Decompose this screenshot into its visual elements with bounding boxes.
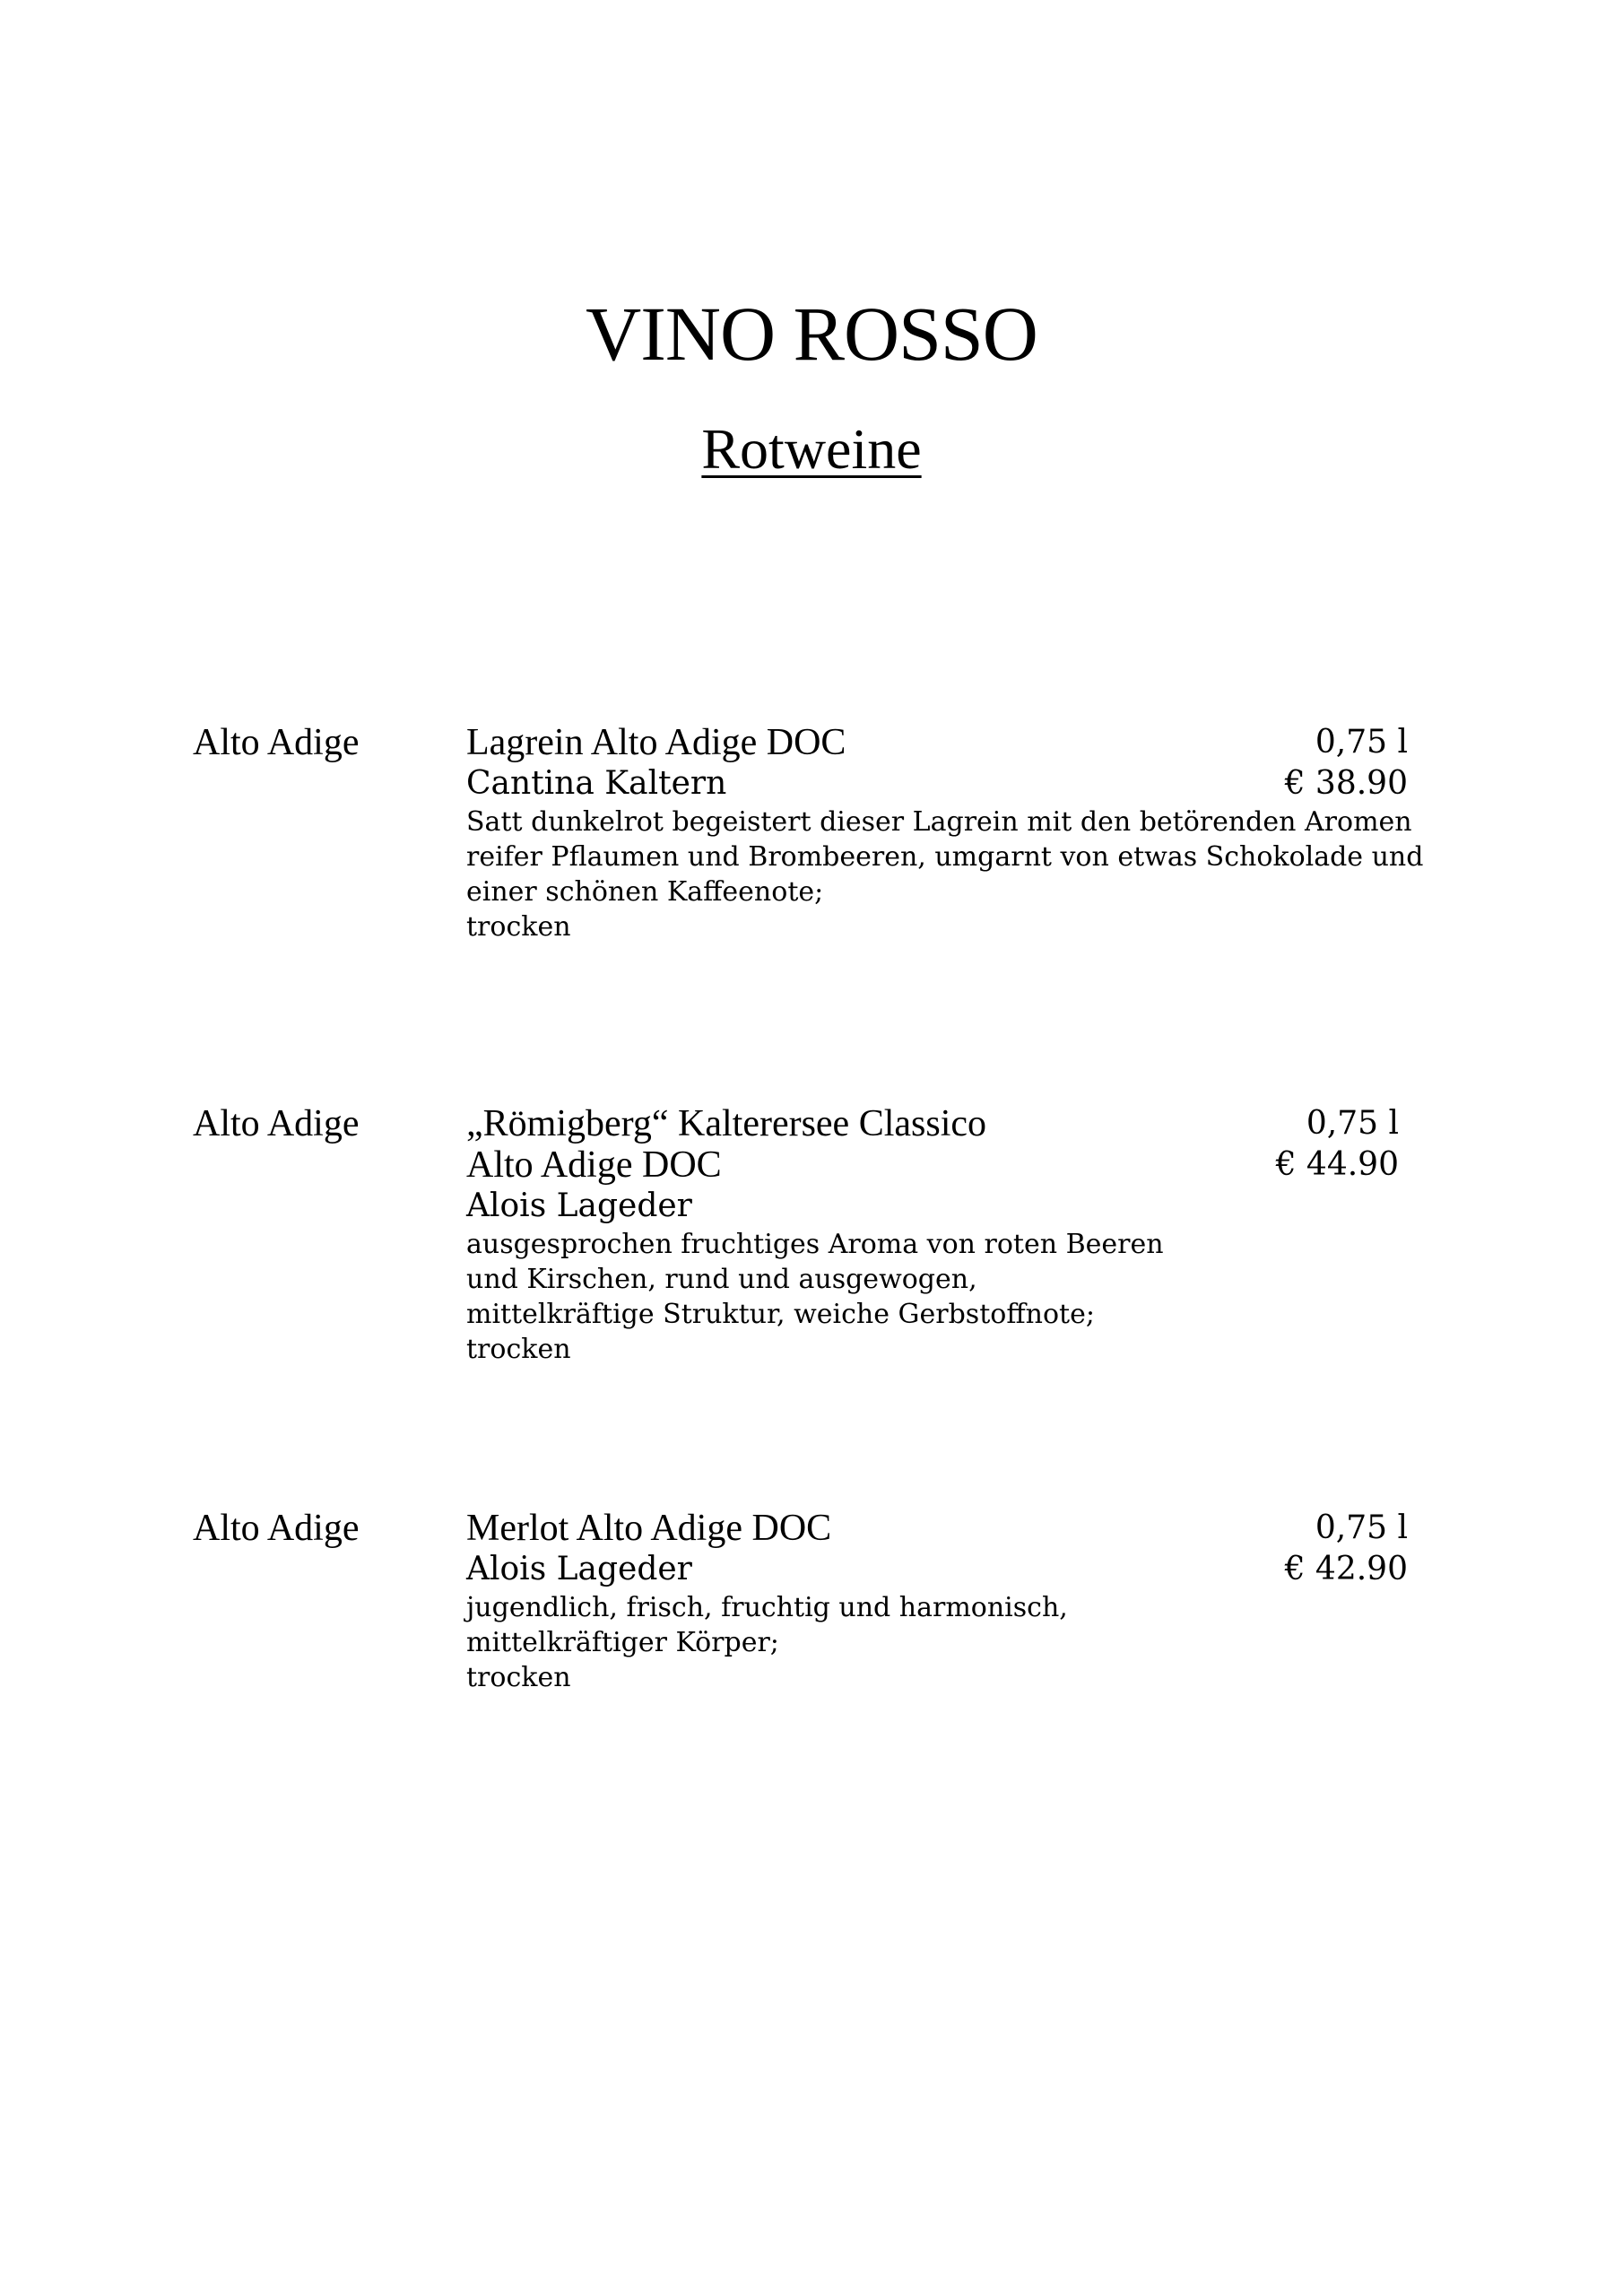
wine-name-line <box>466 1103 1408 1144</box>
page-title: VINO ROSSO <box>586 291 1037 377</box>
wine-producer: Alois Lageder <box>466 1551 692 1587</box>
wine-price: € 44.90 <box>1275 1146 1399 1183</box>
wine-name: „Römigberg“ Kalterersee Classico <box>466 1103 987 1144</box>
wine-producer-line <box>466 1549 1408 1590</box>
wine-name: Alto Adige DOC <box>466 1144 722 1186</box>
wine-description <box>466 804 1424 944</box>
wine-region: Alto Adige <box>193 1103 360 1144</box>
wine-name-line <box>466 1144 1408 1186</box>
wine-volume: 0,75 l <box>1315 1509 1408 1546</box>
wine-description-line: mittelkräftige Struktur, weiche Gerbstoffnote; <box>466 1299 1095 1330</box>
wine-description-line: einer schönen Kaffeenote; <box>466 876 824 908</box>
wine-producer-line <box>466 763 1408 804</box>
wine-description-line: ausgesprochen fruchtiges Aroma von roten Beeren <box>466 1229 1164 1260</box>
wine-region: Alto Adige <box>193 1508 360 1549</box>
wine-description <box>466 1590 1408 1695</box>
wine-producer-line <box>466 1186 1408 1227</box>
wine-description-line: trocken <box>466 911 571 943</box>
wine-region: Alto Adige <box>193 722 360 763</box>
wine-producer: Alois Lageder <box>466 1187 692 1224</box>
wine-price: € 38.90 <box>1284 765 1408 802</box>
wine-details <box>466 722 1424 944</box>
wine-name-line <box>466 1508 1408 1549</box>
wine-details <box>466 1103 1408 1367</box>
wine-description-line: jugendlich, frisch, fruchtig und harmonisch, <box>466 1592 1068 1623</box>
wine-description-line: trocken <box>466 1662 571 1693</box>
wine-description-line: und Kirschen, rund und ausgewogen, <box>466 1264 977 1295</box>
wine-volume: 0,75 l <box>1306 1105 1399 1142</box>
wine-description <box>466 1227 1408 1367</box>
wine-details <box>466 1508 1408 1695</box>
wine-description-line: mittelkräftiger Körper; <box>466 1627 779 1658</box>
wine-volume: 0,75 l <box>1315 724 1408 761</box>
wine-producer: Cantina Kaltern <box>466 765 727 802</box>
wine-description-line: reifer Pflaumen und Brombeeren, umgarnt von etwas Schokolade und <box>466 841 1424 873</box>
wine-price: € 42.90 <box>1284 1551 1408 1587</box>
wine-description-line: trocken <box>466 1334 571 1365</box>
wine-name: Merlot Alto Adige DOC <box>466 1508 832 1549</box>
wine-description-line: Satt dunkelrot begeistert dieser Lagrein mit den betörenden Aromen <box>466 806 1412 838</box>
wine-name: Lagrein Alto Adige DOC <box>466 722 846 763</box>
wine-name-line <box>466 722 1408 763</box>
page-subtitle: Rotweine <box>701 417 922 481</box>
